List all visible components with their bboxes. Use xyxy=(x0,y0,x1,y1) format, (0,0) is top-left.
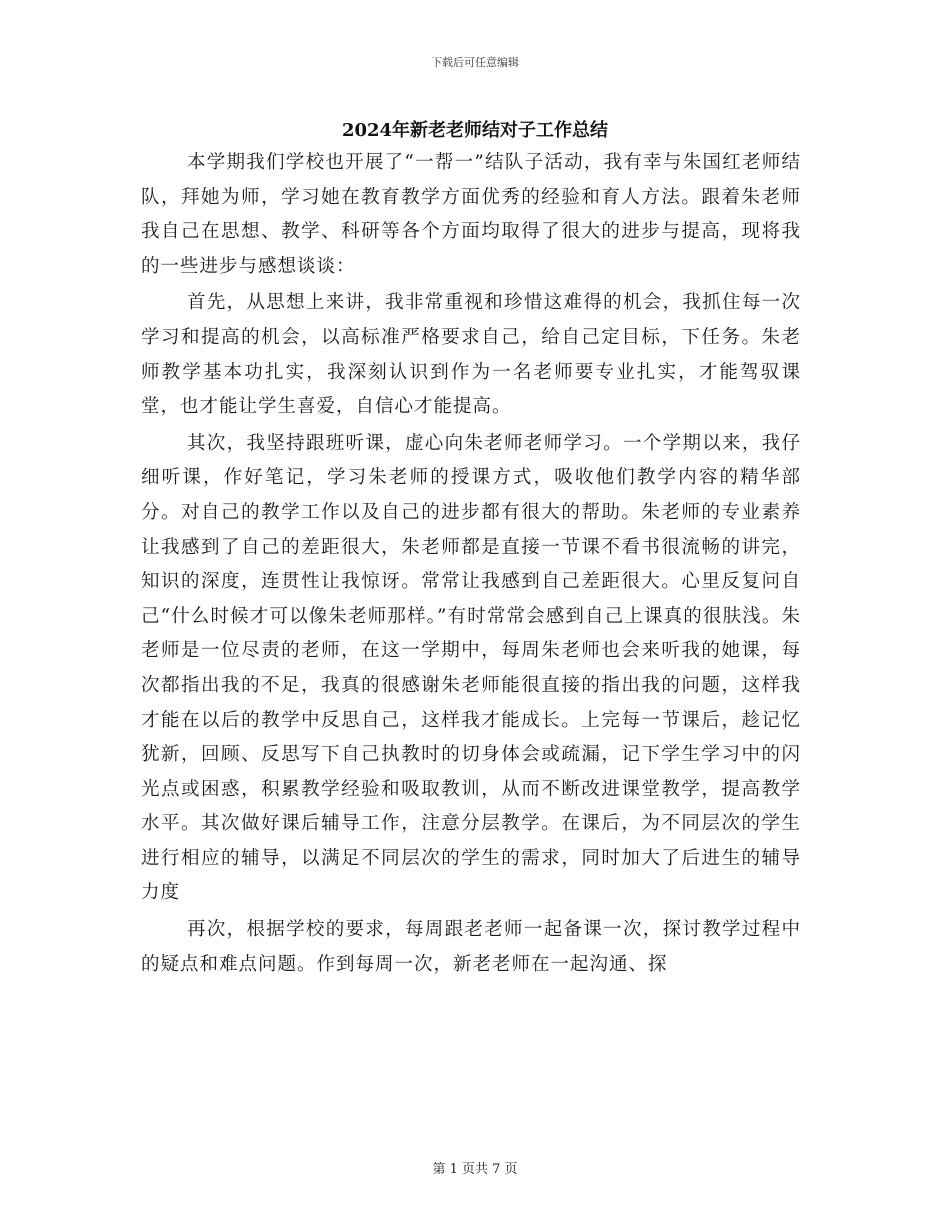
paragraph-first: 首先，从思想上来讲，我非常重视和珍惜这难得的机会，我抓住每一次学习和提高的机会，以高标准严格要求自己，给自己定目标，下任务。朱老师教学基本功扎实，我深刻认识到作为一名老师要专业扎实，才能驾驭课堂，也才能让学生喜爱，自信心才能提高。 xyxy=(141,292,801,418)
document-body xyxy=(141,146,801,982)
paragraph-third: 再次，根据学校的要求，每周跟老老师一起备课一次，探讨教学过程中的疑点和难点问题。作到每周一次，新老老师在一起沟通、探 xyxy=(141,919,801,975)
paragraph-second: 其次，我坚持跟班听课，虚心向朱老师老师学习。一个学期以来，我仔细听课，作好笔记，学习朱老师的授课方式，吸收他们教学内容的精华部分。对自己的教学工作以及自己的进步都有很大的帮助。朱老师的专业素养让我感到了自己的差距很大，朱老师都是直接一节课不看书很流畅的讲完，知识的深度，连贯性让我惊讶。常常让我感到自己差距很大。心里反复问自己“什么时候才可以像朱老师那样。”有时常常会感到自己上课真的很肤浅。朱老师是一位尽责的老师，在这一学期中，每周朱老师也会来听我的她课，每次都指出我的不足，我真的很感谢朱老师能很直接的指出我的问题，这样我才能在以后的教学中反思自己，这样我才能成长。上完每一节课后，趁记忆犹新，回顾、反思写下自己执教时的切身体会或疏漏，记下学生学习中的闪光点或困惑，积累教学经验和吸取教训，从而不断改进课堂教学，提高教学水平。其次做好课后辅导工作，注意分层教学。在课后，为不同层次的学生进行相应的辅导，以满足不同层次的学生的需求，同时加大了后进生的辅导力度 xyxy=(141,432,801,904)
paragraph-intro: 本学期我们学校也开展了“一帮一”结队子活动，我有幸与朱国红老师结队，拜她为师，学习她在教育教学方面优秀的经验和育人方法。跟着朱老师我自己在思想、教学、科研等各个方面均取得了很大的进步与提高，现将我的一些进步与感想谈谈： xyxy=(141,152,801,277)
document-title: 2024年新老老师结对子工作总结 xyxy=(341,120,609,141)
header-note: 下载后可任意编辑 xyxy=(431,56,519,69)
page-footer: 第 1 页共 7 页 xyxy=(432,1162,518,1177)
